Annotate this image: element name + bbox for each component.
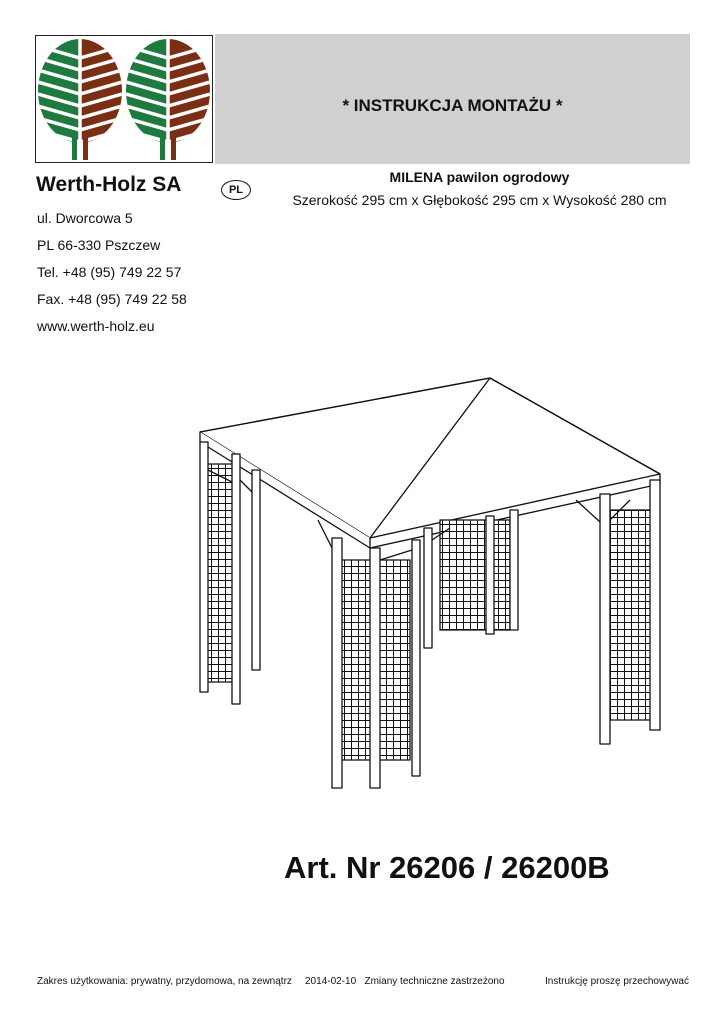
fax-number: Fax. +48 (95) 749 22 58 [37, 291, 187, 307]
article-number: Art. Nr 26206 / 26200B [284, 850, 610, 885]
country-badge: PL [221, 180, 251, 200]
tree-logo-icon [36, 36, 212, 162]
product-name: MILENA pawilon ogrodowy [389, 169, 570, 185]
page-title: * INSTRUKCJA MONTAŻU * [342, 96, 563, 115]
website-link[interactable]: www.werth-holz.eu [37, 318, 155, 334]
address-street: ul. Dworcowa 5 [37, 210, 133, 226]
gazebo-illustration [190, 370, 670, 800]
footer-usage: Zakres użytkowania: prywatny, przydomowa, na zewnątrz [37, 976, 292, 987]
product-dimensions: Szerokość 295 cm x Głębokość 295 cm x Wysokość 280 cm [292, 192, 667, 208]
footer-date-note: 2014-02-10 Zmiany techniczne zastrzeżono [305, 976, 505, 987]
company-logo [35, 35, 213, 163]
footer-keep-note: Instrukcję proszę przechowywać [545, 976, 689, 987]
phone-number: Tel. +48 (95) 749 22 57 [37, 264, 182, 280]
company-name: Werth-Holz SA [36, 173, 182, 196]
address-city: PL 66-330 Pszczew [37, 237, 161, 253]
